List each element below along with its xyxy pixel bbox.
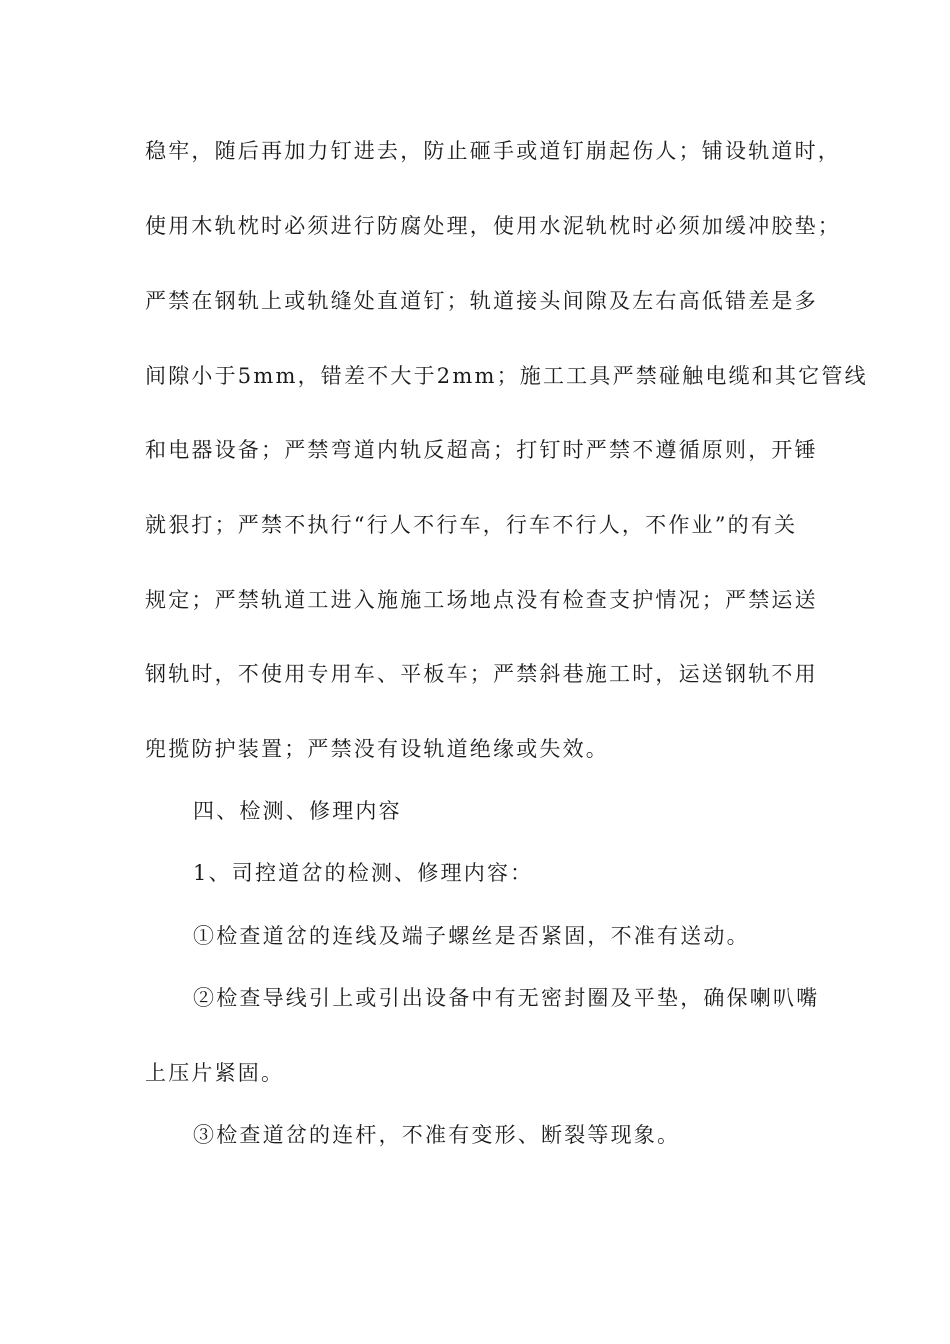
paragraph-line: 稳牢，随后再加力钉进去，防止砸手或道钉崩起伤人；铺设轨道时， [145, 139, 841, 163]
list-item: ②检查导线引上或引出设备中有无密封圈及平垫，确保喇叭嘴 [193, 986, 820, 1010]
subsection-heading: 1、司控道岔的检测、修理内容： [193, 861, 534, 885]
paragraph-line: 兜揽防护装置；严禁没有设轨道绝缘或失效。 [145, 737, 609, 761]
paragraph-line: 规定；严禁轨道工进入施施工场地点没有检查支护情况；严禁运送 [145, 588, 818, 612]
section-heading: 四、检测、修理内容 [193, 799, 402, 823]
paragraph-line: 和电器设备；严禁弯道内轨反超高；打钉时严禁不遵循原则，开锤 [145, 438, 818, 462]
list-item-continuation: 上压片紧固。 [145, 1061, 285, 1085]
paragraph-line: 使用木轨枕时必须进行防腐处理，使用水泥轨枕时必须加缓冲胶垫； [145, 214, 841, 238]
list-item: ①检查道岔的连线及端子螺丝是否紧固，不准有送动。 [193, 924, 750, 948]
paragraph-line: 间隙小于5mm，错差不大于2mm；施工工具严禁碰触电缆和其它管线 [145, 364, 868, 388]
list-item: ③检查道岔的连杆，不准有变形、断裂等现象。 [193, 1123, 681, 1147]
paragraph-line: 严禁在钢轨上或轨缝处直道钉；轨道接头间隙及左右高低错差是多 [145, 289, 818, 313]
paragraph-line: 钢轨时，不使用专用车、平板车；严禁斜巷施工时，运送钢轨不用 [145, 662, 818, 686]
paragraph-line: 就狠打；严禁不执行“行人不行车，行车不行人，不作业”的有关 [145, 513, 798, 537]
